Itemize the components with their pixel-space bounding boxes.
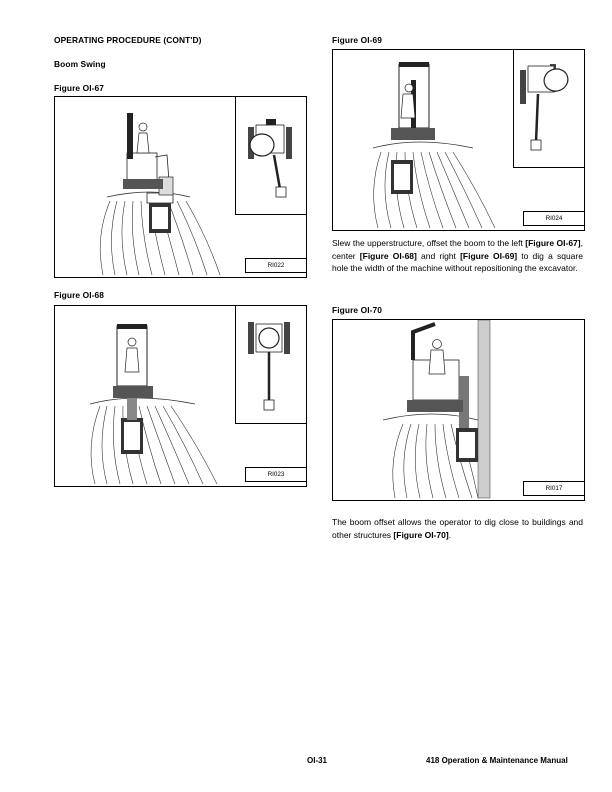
figure-oi70-box [332, 319, 585, 501]
figure-oi67-caption: Figure OI-67 [54, 83, 105, 93]
offset-text-2: . [448, 529, 452, 540]
figure-oi69-code: RI024 [523, 211, 585, 226]
offset-paragraph [332, 516, 583, 541]
slew-text-4: to dig a square hole the width of the machine without repositioning the excavator. [332, 250, 583, 274]
slew-ref-oi69: [Figure OI-69] [460, 250, 518, 261]
figure-oi69-box [332, 49, 585, 231]
excavator-top-view-left [236, 97, 306, 214]
figure-oi68-inset [235, 305, 307, 424]
figure-oi67-box [54, 96, 307, 278]
figure-oi67-inset [235, 96, 307, 215]
slew-text-2: , center [332, 238, 583, 261]
figure-oi69-caption: Figure OI-69 [332, 35, 383, 45]
figure-oi68-box [54, 305, 307, 487]
figure-oi68-caption: Figure OI-68 [54, 290, 105, 300]
slew-ref-oi67: [Figure OI-67] [525, 238, 581, 248]
slew-ref-oi68: [Figure OI-68] [359, 250, 417, 261]
subsection-title: Boom Swing [54, 59, 106, 69]
page-number: OI-31 [307, 756, 328, 765]
figure-oi70-caption: Figure OI-70 [332, 305, 383, 315]
figure-oi70-code: RI017 [523, 481, 585, 496]
section-title: OPERATING PROCEDURE (CONT'D) [54, 35, 202, 45]
slew-text-1: Slew the upperstructure, offset the boom to the left [332, 238, 526, 248]
figure-oi69-inset [513, 49, 585, 168]
figure-oi67-code: RI022 [245, 258, 307, 273]
excavator-near-building-illustration [333, 320, 584, 500]
figure-oi68-code: RI023 [245, 467, 307, 482]
manual-title: 418 Operation & Maintenance Manual [426, 756, 568, 765]
offset-ref-oi70: [Figure OI-70] [393, 529, 449, 540]
excavator-top-view-right [514, 50, 584, 167]
slew-paragraph [332, 237, 583, 275]
slew-text-3: and right [416, 250, 461, 261]
offset-text-1: The boom offset allows the operator to dig close to buildings and other structures [332, 517, 583, 540]
excavator-top-view-center [236, 306, 306, 423]
